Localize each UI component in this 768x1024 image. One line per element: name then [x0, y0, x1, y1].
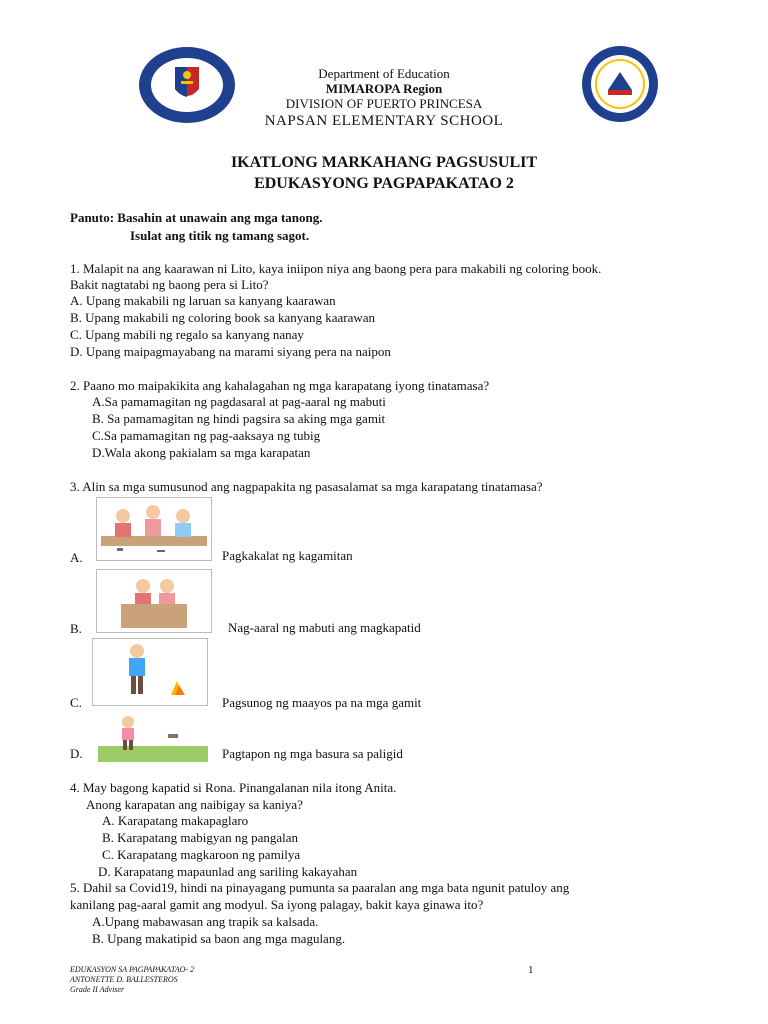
division-line: DIVISION OF PUERTO PRINCESA — [285, 96, 483, 111]
exam-title: IKATLONG MARKAHANG PAGSUSULIT — [230, 154, 538, 171]
q1-choice-b: B. Upang makabili ng coloring book sa kanyang kaarawan — [70, 310, 376, 325]
q3-choice-d: Pagtapon ng mga basura sa paligid — [222, 746, 403, 761]
q5-stem-cont: kanilang pag-aaral gamit ang modyul. Sa iyong palagay, bakit kaya ginawa ito? — [70, 897, 484, 912]
q3-letter-d: D. — [70, 746, 83, 761]
q4-stem-cont: Anong karapatan ang naibigay sa kaniya? — [86, 797, 303, 812]
region-line: MIMAROPA Region — [325, 81, 443, 96]
picture-girl-throwing-trash — [98, 712, 208, 762]
footer-teacher: ANTONETTE D. BALLESTEROS — [70, 975, 178, 984]
q4-choice-d: D. Karapatang mapaunlad ang sariling kakayahan — [98, 864, 358, 879]
q4-stem: 4. May bagong kapatid si Rona. Pinangalanan nila itong Anita. — [70, 780, 397, 795]
page-number: 1 — [528, 964, 534, 976]
picture-children-at-table — [96, 497, 212, 561]
q5-stem: 5. Dahil sa Covid19, hindi na pinayagang pumunta sa paaralan ang mga bata ngunit patuloy ang — [70, 880, 570, 895]
q1-choice-a: A. Upang makabili ng laruan sa kanyang kaarawan — [70, 293, 336, 308]
q3-choice-a: Pagkakalat ng kagamitan — [222, 548, 353, 563]
q4-choice-a: A. Karapatang makapaglaro — [102, 813, 249, 828]
q1-choice-d: D. Upang maipagmayabang na marami siyang pera na naipon — [70, 344, 391, 359]
q2-choice-a: A.Sa pamamagitan ng pagdasaral at pag-aaral ng mabuti — [92, 394, 386, 409]
instructions-line1: Panuto: Basahin at unawain ang mga tanong. — [70, 210, 323, 225]
footer-subject: EDUKASYON SA PAGPAPAKATAO- 2 — [70, 965, 195, 974]
q2-choice-c: C.Sa pamamagitan ng pag-aaksaya ng tubig — [92, 428, 321, 443]
department-line: Department of Education — [318, 66, 450, 81]
q3-stem: 3. Alin sa mga sumusunod ang nagpapakita ng pasasalamat sa mga karapatang tinatamasa? — [70, 479, 543, 494]
q1-stem-cont: Bakit nagtatabi ng baong pera si Lito? — [70, 277, 269, 292]
q3-letter-a: A. — [70, 550, 83, 565]
school-name: NAPSAN ELEMENTARY SCHOOL — [264, 113, 504, 129]
q4-choice-c: C. Karapatang magkaroon ng pamilya — [102, 847, 301, 862]
q5-choice-a: A.Upang mabawasan ang trapik sa kalsada. — [92, 914, 319, 929]
picture-boy-burning-things — [92, 638, 208, 706]
q3-choice-b: Nag-aaral ng mabuti ang magkapatid — [228, 620, 421, 635]
q3-letter-c: C. — [70, 695, 82, 710]
picture-siblings-studying — [96, 569, 212, 633]
footer-role: Grade II Adviser — [70, 985, 125, 994]
instructions-line2: Isulat ang titik ng tamang sagot. — [130, 228, 310, 243]
subject-title: EDUKASYONG PAGPAPAKATAO 2 — [254, 175, 514, 192]
q3-choice-c: Pagsunog ng maayos pa na mga gamit — [222, 695, 422, 710]
q1-stem: 1. Malapit na ang kaarawan ni Lito, kaya iniipon niya ang baong pera para makabili ng coloring book. — [70, 261, 602, 276]
q1-choice-c: C. Upang mabili ng regalo sa kanyang nanay — [70, 327, 304, 342]
q2-stem: 2. Paano mo maipakikita ang kahalagahan ng mga karapatang iyong tinatamasa? — [70, 378, 490, 393]
q3-letter-b: B. — [70, 621, 82, 636]
q4-choice-b: B. Karapatang mabigyan ng pangalan — [102, 830, 299, 845]
q2-choice-b: B. Sa pamamagitan ng hindi pagsira sa aking mga gamit — [92, 411, 386, 426]
q5-choice-b: B. Upang makatipid sa baon ang mga magulang. — [92, 931, 346, 946]
q2-choice-d: D.Wala akong pakialam sa mga karapatan — [92, 445, 311, 460]
